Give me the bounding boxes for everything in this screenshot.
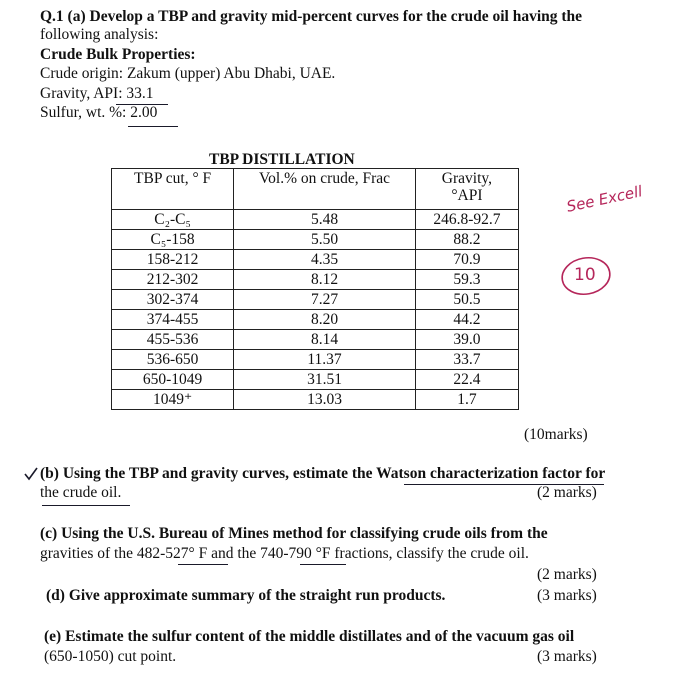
cell-vol: 5.48 [234, 210, 416, 230]
question-1-heading: Q.1 (a) Develop a TBP and gravity mid-percent curves for the crude oil having the [40, 8, 583, 25]
table-row [112, 330, 519, 350]
cell-cut: C₂-C₅ [112, 210, 234, 230]
cell-api: 1.7 [415, 390, 518, 410]
question-e-marks: (3 marks) [537, 648, 597, 665]
header-gravity-line1: Gravity, [441, 170, 493, 187]
table-title: TBP DISTILLATION [209, 151, 355, 168]
cell-api: 44.2 [415, 310, 518, 330]
crude-oil-underline [42, 505, 130, 506]
header-gravity-line2: °API [451, 187, 483, 204]
cell-api: 59.3 [415, 270, 518, 290]
table-row [112, 350, 519, 370]
cell-cut: 374-455 [112, 310, 234, 330]
range-2-underline [300, 564, 346, 565]
cell-vol: 4.35 [234, 250, 416, 270]
table-header-row [112, 169, 519, 210]
cell-cut: 455-536 [112, 330, 234, 350]
range-1-underline [178, 564, 228, 565]
cell-cut: 650-1049 [112, 370, 234, 390]
cell-api: 70.9 [415, 250, 518, 270]
question-e-line1: (e) Estimate the sulfur content of the middle distillates and of the vacuum gas oil [44, 628, 575, 645]
crude-gravity: Gravity, API: 33.1 [40, 85, 154, 102]
cell-api: 33.7 [415, 350, 518, 370]
handwritten-see-excel-note: See Excell [564, 182, 644, 216]
crude-sulfur: Sulfur, wt. %: 2.00 [40, 104, 158, 121]
question-b-line2: the crude oil. [40, 484, 122, 501]
table-row [112, 230, 519, 250]
question-d-marks: (3 marks) [537, 587, 597, 604]
header-gravity [415, 169, 518, 210]
table-row [112, 210, 519, 230]
cell-vol: 5.50 [234, 230, 416, 250]
cell-vol: 13.03 [234, 390, 416, 410]
cell-api: 246.8-92.7 [415, 210, 518, 230]
tbp-distillation-table [111, 168, 519, 410]
question-d-text: (d) Give approximate summary of the straight run products. [46, 587, 446, 604]
handwritten-score: 10 [574, 265, 596, 285]
checkmark-icon [23, 466, 39, 482]
question-c-line2: gravities of the 482-527° F and the 740-790 °F fractions, classify the crude oil. [40, 545, 529, 562]
sulfur-underline [128, 126, 178, 127]
question-c-marks: (2 marks) [537, 566, 597, 583]
header-tbp-cut: TBP cut, ° F [112, 169, 234, 210]
table-row [112, 290, 519, 310]
part-a-marks: (10marks) [524, 426, 588, 443]
cell-cut: 1049⁺ [112, 390, 234, 410]
cell-cut: 212-302 [112, 270, 234, 290]
cell-vol: 8.12 [234, 270, 416, 290]
cell-cut: 302-374 [112, 290, 234, 310]
cell-cut: 536-650 [112, 350, 234, 370]
cell-vol: 8.20 [234, 310, 416, 330]
question-b-line1: (b) Using the TBP and gravity curves, estimate the Watson characterization factor for [40, 465, 606, 482]
question-e-line2: (650-1050) cut point. [44, 648, 177, 665]
cell-api: 22.4 [415, 370, 518, 390]
table-row [112, 390, 519, 410]
question-b-marks: (2 marks) [537, 484, 597, 501]
table-row [112, 250, 519, 270]
cell-vol: 8.14 [234, 330, 416, 350]
cell-vol: 7.27 [234, 290, 416, 310]
cell-cut: 158-212 [112, 250, 234, 270]
cell-api: 88.2 [415, 230, 518, 250]
cell-api: 50.5 [415, 290, 518, 310]
table-row [112, 310, 519, 330]
cell-cut: C₅-158 [112, 230, 234, 250]
table-row [112, 370, 519, 390]
table-row [112, 270, 519, 290]
cell-vol: 31.51 [234, 370, 416, 390]
crude-properties-title: Crude Bulk Properties: [40, 46, 196, 63]
header-vol-percent: Vol.% on crude, Frac [234, 169, 416, 210]
cell-vol: 11.37 [234, 350, 416, 370]
crude-origin: Crude origin: Zakum (upper) Abu Dhabi, UAE. [40, 65, 336, 82]
question-1-heading-continued: following analysis: [40, 26, 159, 43]
cell-api: 39.0 [415, 330, 518, 350]
question-c-line1: (c) Using the U.S. Bureau of Mines method for classifying crude oils from the [40, 525, 548, 542]
